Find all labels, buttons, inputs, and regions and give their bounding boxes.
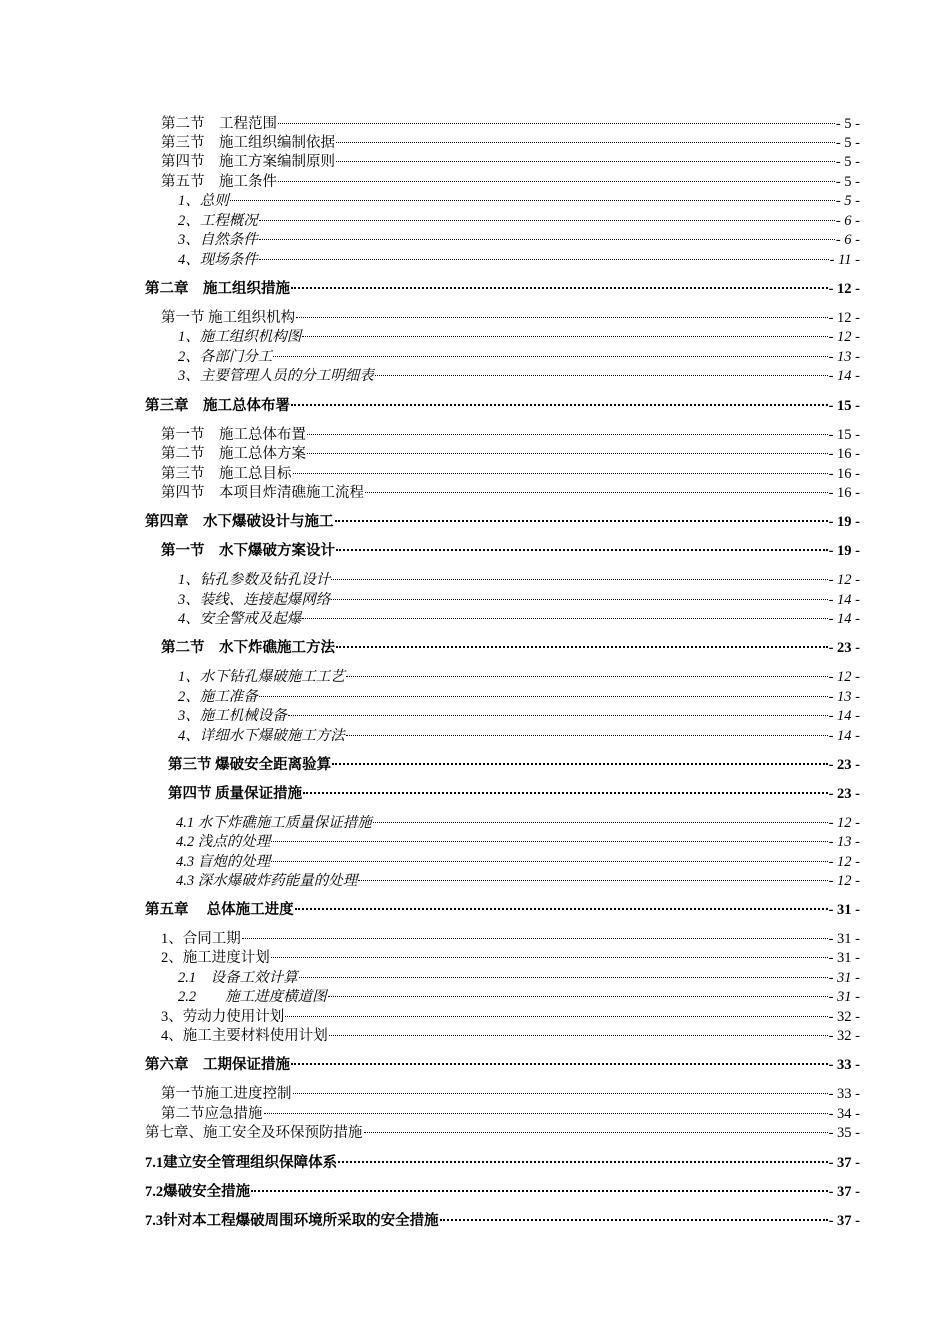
toc-entry[interactable] bbox=[178, 969, 860, 987]
dot-leader bbox=[259, 259, 829, 260]
toc-entry[interactable] bbox=[178, 367, 860, 385]
dot-leader bbox=[259, 696, 828, 697]
toc-entry-title: 第七章、施工安全及环保预防措施 bbox=[145, 1125, 363, 1141]
toc-entry-title: 3、施工机械设备 bbox=[178, 708, 287, 724]
toc-entry-page: - 14 - bbox=[828, 611, 860, 627]
dot-leader bbox=[264, 1113, 828, 1114]
dot-leader bbox=[302, 336, 827, 337]
toc-entry-title: 2、施工进度计划 bbox=[161, 950, 270, 966]
dot-leader bbox=[288, 715, 828, 716]
toc-entry-title: 4、施工主要材料使用计划 bbox=[161, 1028, 328, 1044]
toc-entry-page: - 5 - bbox=[835, 116, 860, 132]
dot-leader bbox=[331, 579, 827, 580]
toc-entry[interactable] bbox=[178, 328, 860, 346]
dot-leader bbox=[230, 200, 835, 201]
toc-entry[interactable] bbox=[178, 251, 860, 269]
toc-entry-page: - 13 - bbox=[828, 834, 860, 850]
toc-entry-title: 第二节 工程范围 bbox=[161, 116, 277, 132]
toc-entry-page: - 23 - bbox=[828, 640, 860, 656]
dot-leader bbox=[271, 861, 827, 862]
toc-entry[interactable] bbox=[161, 930, 860, 948]
toc-entry-title: 4.3 盲炮的处理 bbox=[176, 854, 271, 870]
dot-leader bbox=[307, 453, 828, 454]
dot-leader bbox=[332, 763, 827, 765]
toc-entry-title: 1、钻孔参数及钻孔设计 bbox=[178, 572, 331, 588]
toc-entry-title: 第三节 施工总目标 bbox=[161, 466, 292, 482]
toc-entry-title: 3、自然条件 bbox=[178, 232, 258, 248]
toc-entry[interactable] bbox=[178, 192, 860, 210]
toc-entry-page: - 16 - bbox=[828, 446, 860, 462]
dot-leader bbox=[365, 492, 828, 493]
dot-leader bbox=[329, 1035, 828, 1036]
dot-leader bbox=[285, 1016, 827, 1017]
toc-entry-title: 7.3针对本工程爆破周围环境所采取的安全措施 bbox=[145, 1213, 439, 1229]
toc-entry-title: 第六章 工期保证措施 bbox=[145, 1057, 290, 1073]
toc-entry-title: 第五节 施工条件 bbox=[161, 174, 277, 190]
toc-entry-page: - 5 - bbox=[835, 174, 860, 190]
toc-entry-page: - 12 - bbox=[828, 310, 860, 326]
dot-leader bbox=[307, 434, 828, 435]
toc-entry[interactable] bbox=[161, 115, 860, 133]
toc-entry-title: 第四节 本项目炸清礁施工流程 bbox=[161, 485, 364, 501]
toc-entry-page: - 14 - bbox=[828, 592, 860, 608]
dot-leader bbox=[336, 142, 835, 143]
toc-entry-title: 7.1建立安全管理组织保障体系 bbox=[145, 1155, 338, 1171]
toc-entry[interactable] bbox=[161, 639, 860, 657]
toc-entry-title: 1、水下钻孔爆破施工工艺 bbox=[178, 669, 345, 685]
dot-leader bbox=[278, 181, 835, 182]
toc-entry[interactable] bbox=[145, 1124, 860, 1142]
dot-leader bbox=[291, 287, 828, 289]
dot-leader bbox=[302, 618, 827, 619]
toc-entry-page: - 23 - bbox=[828, 757, 860, 773]
dot-leader bbox=[293, 473, 828, 474]
toc-entry[interactable] bbox=[145, 1183, 860, 1201]
toc-entry[interactable] bbox=[178, 707, 860, 725]
toc-entry-title: 2、施工准备 bbox=[178, 689, 258, 705]
toc-entry-title: 1、总则 bbox=[178, 193, 229, 209]
toc-entry[interactable] bbox=[161, 1008, 860, 1026]
toc-entry[interactable] bbox=[178, 231, 860, 249]
toc-entry-title: 第一节 水下爆破方案设计 bbox=[161, 543, 335, 559]
toc-entry-page: - 15 - bbox=[828, 427, 860, 443]
toc-entry-page: - 31 - bbox=[828, 989, 860, 1005]
toc-entry-title: 第四节 施工方案编制原则 bbox=[161, 154, 335, 170]
toc-entry-page: - 33 - bbox=[828, 1057, 860, 1073]
toc-entry-page: - 31 - bbox=[828, 902, 860, 918]
toc-entry[interactable] bbox=[145, 1056, 860, 1074]
toc-entry[interactable] bbox=[178, 727, 860, 745]
toc-entry-title: 第二节 水下炸礁施工方法 bbox=[161, 640, 335, 656]
toc-entry-page: - 32 - bbox=[828, 1028, 860, 1044]
toc-entry-title: 3、装线、连接起爆网络 bbox=[178, 592, 331, 608]
toc-entry-title: 4、安全警戒及起爆 bbox=[178, 611, 302, 627]
dot-leader bbox=[242, 938, 828, 939]
toc-entry[interactable] bbox=[178, 348, 860, 366]
toc-entry[interactable] bbox=[178, 571, 860, 589]
toc-entry[interactable] bbox=[176, 814, 860, 832]
toc-entry-page: - 6 - bbox=[835, 213, 860, 229]
toc-entry-title: 1、合同工期 bbox=[161, 931, 241, 947]
toc-entry[interactable] bbox=[161, 153, 860, 171]
toc-entry-title: 第三章 施工总体布署 bbox=[145, 398, 290, 414]
toc-entry-page: - 12 - bbox=[828, 669, 860, 685]
toc-entry-title: 第三节 施工组织编制依据 bbox=[161, 135, 335, 151]
toc-entry-title: 第五章 总体施工进度 bbox=[145, 902, 294, 918]
toc-entry-page: - 31 - bbox=[828, 970, 860, 986]
dot-leader bbox=[259, 239, 835, 240]
dot-leader bbox=[293, 1093, 828, 1094]
dot-leader bbox=[291, 1063, 828, 1065]
dot-leader bbox=[346, 676, 828, 677]
toc-entry-page: - 33 - bbox=[828, 1086, 860, 1102]
toc-entry[interactable] bbox=[145, 1212, 860, 1230]
toc-entry[interactable] bbox=[161, 426, 860, 444]
toc-entry-page: - 5 - bbox=[835, 135, 860, 151]
dot-leader bbox=[328, 996, 828, 997]
dot-leader bbox=[295, 908, 828, 910]
toc-entry-title: 第三节 爆破安全距离验算 bbox=[168, 757, 332, 773]
toc-entry-title: 3、劳动力使用计划 bbox=[161, 1009, 285, 1025]
toc-entry-page: - 37 - bbox=[828, 1184, 860, 1200]
toc-entry[interactable] bbox=[168, 785, 860, 803]
dot-leader bbox=[336, 161, 835, 162]
dot-leader bbox=[346, 735, 828, 736]
toc-entry-page: - 12 - bbox=[828, 329, 860, 345]
dot-leader bbox=[296, 317, 827, 318]
toc-entry-page: - 13 - bbox=[828, 349, 860, 365]
dot-leader bbox=[336, 646, 828, 648]
dot-leader bbox=[364, 1132, 828, 1133]
dot-leader bbox=[273, 356, 827, 357]
dot-leader bbox=[335, 520, 828, 522]
toc-entry-page: - 6 - bbox=[835, 232, 860, 248]
toc-entry-page: - 5 - bbox=[835, 193, 860, 209]
dot-leader bbox=[259, 220, 835, 221]
toc-entry[interactable] bbox=[145, 1154, 860, 1172]
toc-entry-title: 第四章 水下爆破设计与施工 bbox=[145, 514, 334, 530]
toc-entry-page: - 19 - bbox=[828, 514, 860, 530]
toc-entry-page: - 14 - bbox=[828, 368, 860, 384]
toc-entry[interactable] bbox=[176, 833, 860, 851]
toc-entry-title: 第二章 施工组织措施 bbox=[145, 281, 290, 297]
toc-entry-title: 2.1 设备工效计算 bbox=[178, 970, 298, 986]
toc-entry-title: 第一节施工进度控制 bbox=[161, 1086, 292, 1102]
toc-entry-title: 第一节 施工组织机构 bbox=[161, 310, 296, 326]
toc-entry-title: 4.2 浅点的处理 bbox=[176, 834, 271, 850]
dot-leader bbox=[375, 375, 828, 376]
toc-entry-title: 第四节 质量保证措施 bbox=[168, 786, 303, 802]
toc-entry-title: 第二节 施工总体方案 bbox=[161, 446, 306, 462]
toc-entry-page: - 31 - bbox=[828, 950, 860, 966]
toc-entry-page: - 32 - bbox=[828, 1009, 860, 1025]
toc-entry-page: - 23 - bbox=[828, 786, 860, 802]
toc-entry-title: 7.2爆破安全措施 bbox=[145, 1184, 251, 1200]
dot-leader bbox=[271, 841, 827, 842]
dot-leader bbox=[336, 549, 828, 551]
dot-leader bbox=[278, 123, 835, 124]
toc-entry-title: 4.1 水下炸礁施工质量保证措施 bbox=[176, 815, 372, 831]
toc-entry-page: - 12 - bbox=[828, 572, 860, 588]
toc-entry-page: - 12 - bbox=[828, 854, 860, 870]
toc-entry[interactable] bbox=[176, 853, 860, 871]
toc-entry-page: - 37 - bbox=[828, 1155, 860, 1171]
toc-entry[interactable] bbox=[178, 610, 860, 628]
toc-entry[interactable] bbox=[178, 988, 860, 1006]
toc-entry-page: - 19 - bbox=[828, 543, 860, 559]
toc-entry[interactable] bbox=[161, 484, 860, 502]
toc-entry[interactable] bbox=[176, 872, 860, 890]
toc-entry[interactable] bbox=[161, 1027, 860, 1045]
toc-entry[interactable] bbox=[161, 1085, 860, 1103]
toc-entry-page: - 14 - bbox=[828, 708, 860, 724]
toc-entry-page: - 12 - bbox=[828, 815, 860, 831]
toc-entry-page: - 16 - bbox=[828, 485, 860, 501]
toc-entry-title: 2.2 施工进度横道图 bbox=[178, 989, 327, 1005]
toc-entry[interactable] bbox=[161, 1105, 860, 1123]
toc-entry[interactable] bbox=[145, 397, 860, 415]
toc-entry[interactable] bbox=[145, 513, 860, 531]
toc-entry[interactable] bbox=[161, 542, 860, 560]
toc-entry-page: - 37 - bbox=[828, 1213, 860, 1229]
toc-entry-page: - 35 - bbox=[828, 1125, 860, 1141]
toc-entry-title: 2、各部门分工 bbox=[178, 349, 273, 365]
dot-leader bbox=[331, 599, 827, 600]
toc-entry-page: - 12 - bbox=[828, 873, 860, 889]
toc-entry-title: 第二节应急措施 bbox=[161, 1106, 263, 1122]
toc-entry-page: - 15 - bbox=[828, 398, 860, 414]
toc-entry-title: 4、现场条件 bbox=[178, 252, 258, 268]
toc-entry-title: 1、施工组织机构图 bbox=[178, 329, 302, 345]
dot-leader bbox=[291, 404, 828, 406]
toc-entry[interactable] bbox=[178, 591, 860, 609]
toc-entry[interactable] bbox=[161, 173, 860, 191]
toc-entry-page: - 34 - bbox=[828, 1106, 860, 1122]
toc-entry[interactable] bbox=[178, 688, 860, 706]
toc-entry[interactable] bbox=[178, 668, 860, 686]
dot-leader bbox=[299, 977, 828, 978]
toc-entry-title: 4.3 深水爆破炸药能量的处理 bbox=[176, 873, 358, 889]
dot-leader bbox=[338, 1161, 827, 1163]
toc-entry-title: 3、主要管理人员的分工明细表 bbox=[178, 368, 374, 384]
dot-leader bbox=[373, 822, 828, 823]
toc-entry-page: - 5 - bbox=[835, 154, 860, 170]
toc-entry-page: - 13 - bbox=[828, 689, 860, 705]
toc-entry[interactable] bbox=[145, 901, 860, 919]
toc-entry[interactable] bbox=[161, 445, 860, 463]
dot-leader bbox=[440, 1219, 828, 1221]
dot-leader bbox=[271, 957, 828, 958]
toc-entry-title: 第一节 施工总体布置 bbox=[161, 427, 306, 443]
toc-entry[interactable] bbox=[178, 212, 860, 230]
dot-leader bbox=[251, 1190, 827, 1192]
toc-entry[interactable] bbox=[161, 465, 860, 483]
dot-leader bbox=[303, 792, 827, 794]
toc-entry-page: - 11 - bbox=[829, 252, 860, 268]
toc-entry[interactable] bbox=[161, 949, 860, 967]
toc-entry-page: - 16 - bbox=[828, 466, 860, 482]
toc-entry[interactable] bbox=[161, 134, 860, 152]
toc-entry[interactable] bbox=[161, 309, 860, 327]
toc-entry[interactable] bbox=[145, 280, 860, 298]
toc-entry-page: - 31 - bbox=[828, 931, 860, 947]
dot-leader bbox=[358, 880, 827, 881]
toc-entry-title: 4、详细水下爆破施工方法 bbox=[178, 728, 345, 744]
toc-entry-page: - 12 - bbox=[828, 281, 860, 297]
toc-entry-page: - 14 - bbox=[828, 728, 860, 744]
toc-entry[interactable] bbox=[168, 756, 860, 774]
toc-entry-title: 2、工程概况 bbox=[178, 213, 258, 229]
